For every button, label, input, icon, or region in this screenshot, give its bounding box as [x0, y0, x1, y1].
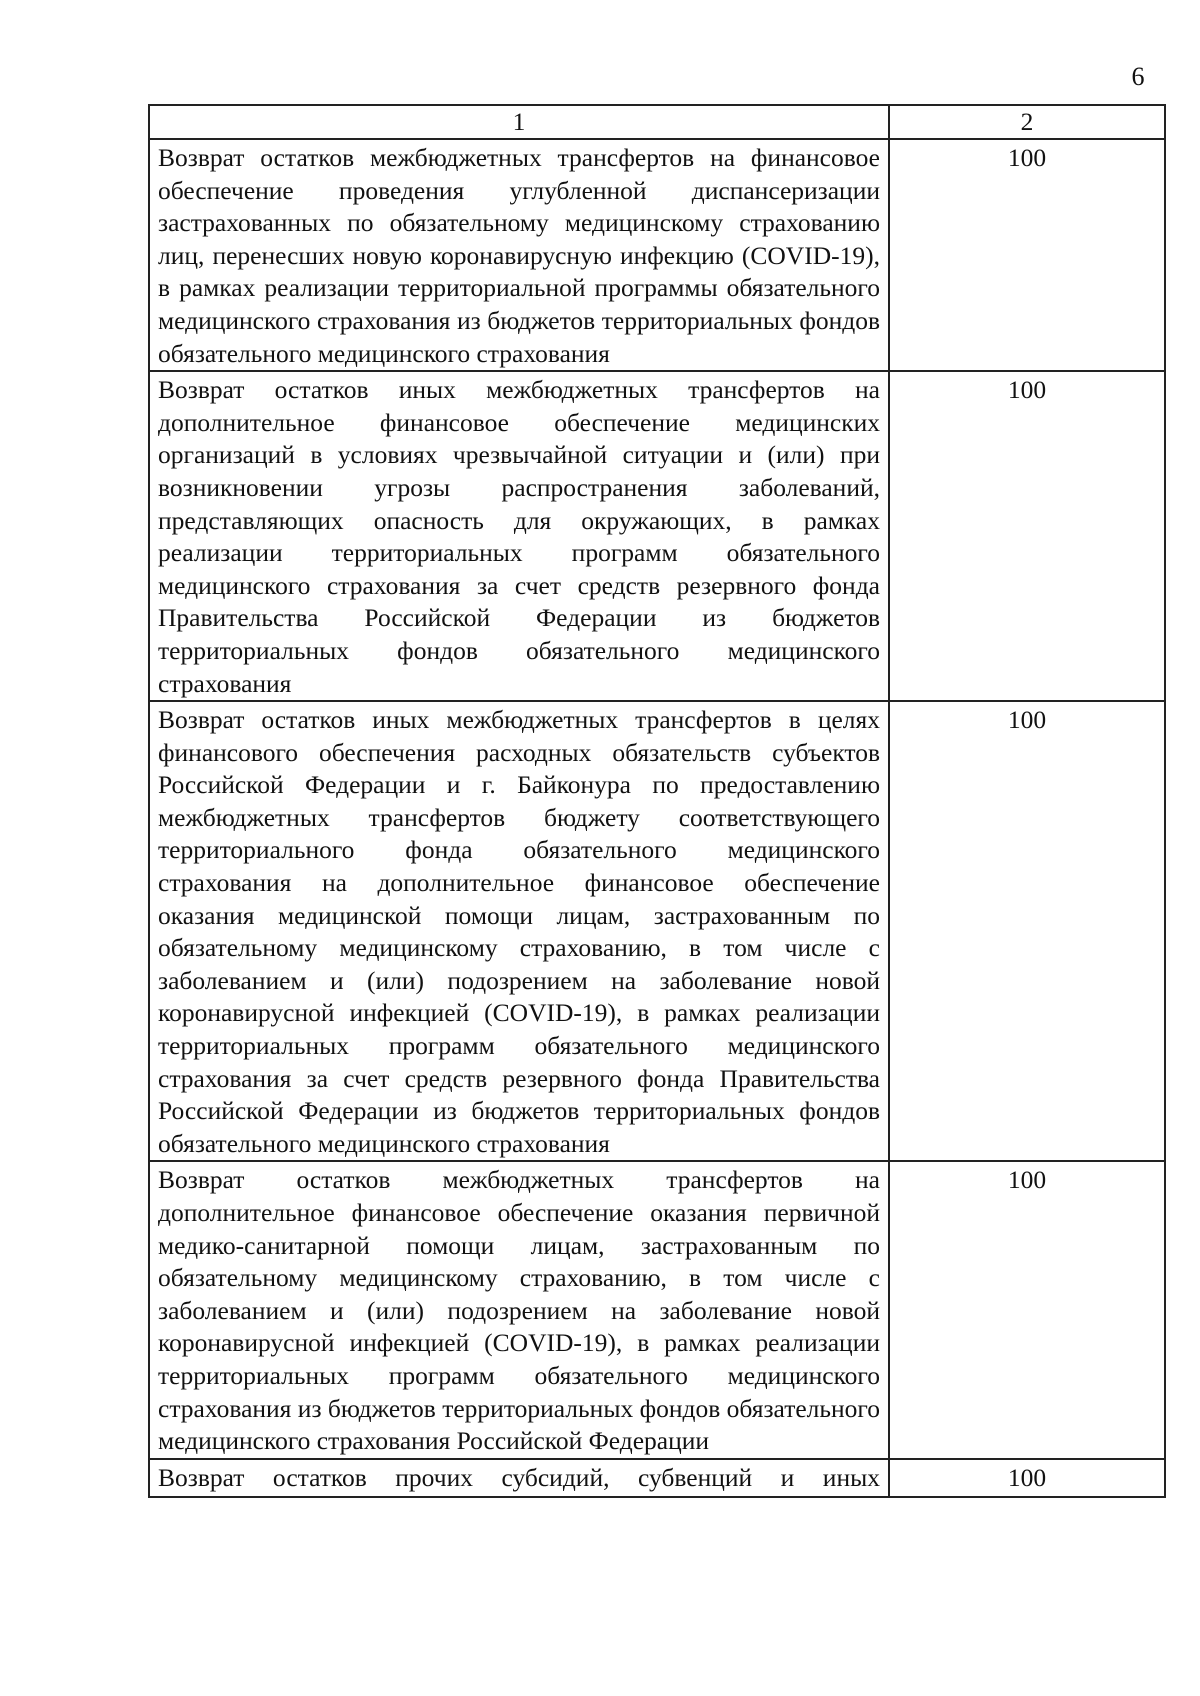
table-row — [149, 139, 1165, 371]
row-2-value: 100 — [889, 371, 1165, 701]
page-number: 6 — [1131, 62, 1145, 91]
table-row — [149, 701, 1165, 1161]
column-header-2: 2 — [889, 105, 1165, 139]
row-1-name: Возврат остатков межбюджетных трансфертов на финансовое обеспечение проведения углубленной диспансеризации застрахованных по обязательному медицинскому страхованию лиц, перенесших новую коронавирусную инфекцию (COVID-19), в рамках реализации территориальной программы обязательного медицинского страхования из бюджетов территориальных фондов обязательного медицинского страхования — [149, 139, 889, 371]
budget-table — [148, 104, 1166, 1498]
row-1-value: 100 — [889, 139, 1165, 371]
table-row — [149, 1459, 1165, 1497]
table-header-row — [149, 105, 1165, 139]
row-3-name: Возврат остатков иных межбюджетных трансфертов в целях финансового обеспечения расходных обязательств субъектов Российской Федерации и г. Байконура по предоставлению межбюджетных трансфертов бюджету соответствующего территориального фонда обязательного медицинского страхования на дополнительное финансовое обеспечение оказания медицинской помощи лицам, застрахованным по обязательному медицинскому страхованию, в том числе с заболеванием и (или) подозрением на заболевание новой коронавирусной инфекцией (COVID-19), в рамках реализации территориальных программ обязательного медицинского страхования за счет средств резервного фонда Правительства Российской Федерации из бюджетов территориальных фондов обязательного медицинского страхования — [149, 701, 889, 1161]
column-header-1: 1 — [149, 105, 889, 139]
table-row — [149, 1161, 1165, 1458]
row-2-name: Возврат остатков иных межбюджетных трансфертов на дополнительное финансовое обеспечение медицинских организаций в условиях чрезвычайной ситуации и (или) при возникновении угрозы распространения заболеваний, представляющих опасность для окружающих, в рамках реализации территориальных программ обязательного медицинского страхования за счет средств резервного фонда Правительства Российской Федерации из бюджетов территориальных фондов обязательного медицинского страхования — [149, 371, 889, 701]
row-4-value: 100 — [889, 1161, 1165, 1458]
row-5-value: 100 — [889, 1459, 1165, 1497]
row-5-name: Возврат остатков прочих субсидий, субвенций и иных — [149, 1459, 889, 1497]
table-row — [149, 371, 1165, 701]
row-4-name: Возврат остатков межбюджетных трансфертов на дополнительное финансовое обеспечение оказания первичной медико-санитарной помощи лицам, застрахованным по обязательному медицинскому страхованию, в том числе с заболеванием и (или) подозрением на заболевание новой коронавирусной инфекцией (COVID-19), в рамках реализации территориальных программ обязательного медицинского страхования из бюджетов территориальных фондов обязательного медицинского страхования Российской Федерации — [149, 1161, 889, 1458]
row-3-value: 100 — [889, 701, 1165, 1161]
